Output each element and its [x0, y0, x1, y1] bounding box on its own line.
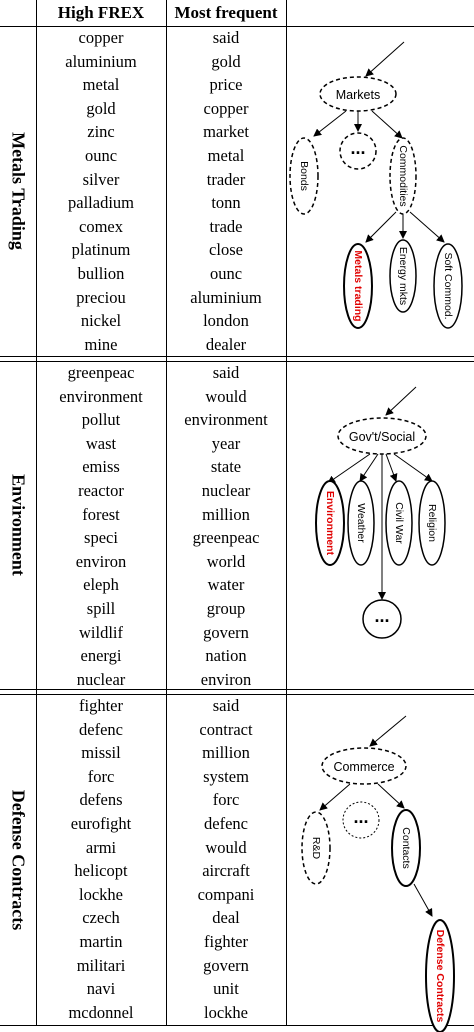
tree-grandchild-node-metals-trading	[344, 244, 372, 328]
frequent-word: unit	[213, 979, 239, 999]
frex-word: platinum	[71, 240, 131, 260]
frex-word: speci	[84, 528, 118, 548]
frequent-word: greenpeac	[192, 528, 260, 548]
header-high-frex: High FREX	[57, 3, 145, 22]
frex-column	[36, 694, 166, 1024]
frequent-word: would	[205, 837, 247, 857]
edge	[320, 784, 350, 810]
frequent-word: copper	[203, 98, 249, 118]
frex-word: silver	[82, 169, 120, 189]
frequent-word: ounc	[209, 263, 243, 283]
frequent-word: forc	[212, 790, 240, 810]
frex-word: eleph	[83, 575, 119, 595]
edge	[386, 454, 396, 481]
frequent-word: million	[202, 743, 250, 763]
frex-word: aluminium	[65, 51, 137, 71]
svg-text:Civil War: Civil War	[393, 502, 406, 544]
frex-word: fighter	[79, 696, 123, 715]
tree-child-node-more	[363, 600, 401, 638]
frex-column	[36, 26, 166, 356]
frequent-word: price	[209, 75, 243, 95]
frequent-word: tonn	[211, 193, 241, 213]
frex-word: greenpeac	[67, 363, 135, 382]
frequent-word: fighter	[204, 931, 248, 951]
frequent-word: world	[206, 551, 246, 571]
svg-text:R&D: R&D	[310, 836, 323, 860]
svg-text:Markets: Markets	[335, 88, 381, 102]
frequent-word: environ	[200, 669, 252, 689]
frequent-word: dealer	[205, 334, 247, 354]
frex-word: environment	[59, 386, 143, 406]
frequent-word: gold	[211, 51, 241, 71]
tree-child-node-environment	[316, 481, 344, 565]
tree-root-node	[320, 77, 396, 111]
tree-child-node-commodities	[390, 138, 416, 214]
frequent-column	[166, 361, 286, 691]
frex-word: nickel	[80, 311, 122, 331]
edge	[366, 212, 396, 242]
frequent-word: nation	[205, 646, 247, 666]
frex-word: bullion	[77, 263, 125, 283]
tree-grandchild-node-defense-contracts	[426, 920, 454, 1032]
frequent-word: system	[203, 766, 249, 786]
frequent-column	[166, 694, 286, 1024]
tree-child-node-civil-war	[386, 481, 412, 565]
frex-word: environ	[75, 551, 127, 571]
edge	[410, 212, 444, 242]
frequent-word: govern	[203, 622, 249, 642]
svg-text:Soft Commod.: Soft Commod.	[442, 252, 455, 320]
frex-column	[36, 361, 166, 691]
tree-child-node-contacts	[392, 810, 420, 886]
svg-text:Gov't/Social: Gov't/Social	[348, 430, 416, 444]
section-metals-trading	[0, 26, 474, 356]
frequent-word: trade	[209, 216, 243, 236]
edge	[414, 884, 432, 916]
hierarchy-diagram-commerce	[286, 694, 474, 1025]
frex-word: wildlif	[79, 622, 123, 642]
frex-word: metal	[82, 75, 120, 95]
frex-word: comex	[79, 216, 123, 236]
hierarchy-diagram-markets	[286, 26, 474, 356]
tree-child-node-weather	[348, 481, 374, 565]
frequent-word: defenc	[204, 813, 248, 833]
edge	[378, 784, 404, 808]
frex-word: reactor	[78, 480, 124, 500]
frex-word: defenc	[79, 719, 123, 739]
frex-word: palladium	[68, 193, 134, 213]
tree-child-node-bonds	[290, 138, 318, 214]
frex-word: wast	[85, 433, 117, 453]
frex-word: nuclear	[76, 669, 126, 689]
tree-root-node	[322, 748, 406, 784]
tree-grandchild-node-energy	[390, 240, 416, 312]
frequent-word: trader	[206, 169, 246, 189]
frequent-word: aircraft	[202, 861, 250, 881]
frex-word: copper	[78, 28, 124, 47]
frex-word: preciou	[76, 287, 126, 307]
frex-word: helicopt	[74, 861, 128, 881]
frequent-word: water	[207, 575, 245, 595]
svg-text:Religion: Religion	[426, 504, 439, 542]
svg-text:Energy mkts: Energy mkts	[397, 246, 410, 306]
bottom-rule	[0, 1025, 474, 1026]
svg-text:Defense Contracts: Defense Contracts	[434, 929, 447, 1023]
frex-word: forc	[87, 766, 115, 786]
edge	[360, 454, 378, 481]
frex-word: missil	[81, 743, 121, 763]
frex-word: gold	[86, 98, 116, 118]
frex-word: martin	[79, 931, 123, 951]
edge	[328, 454, 370, 483]
svg-text:Commodities: Commodities	[397, 145, 410, 207]
svg-text:Bonds: Bonds	[298, 161, 311, 191]
frex-word: mcdonnel	[68, 1002, 134, 1022]
frequent-word: million	[202, 504, 250, 524]
frex-word: lockhe	[79, 884, 123, 904]
frex-word: zinc	[87, 122, 115, 142]
frex-word: spill	[86, 598, 116, 618]
frex-word: mine	[84, 334, 118, 354]
frequent-word: year	[211, 433, 241, 453]
svg-text:...: ...	[353, 807, 369, 827]
frequent-word: market	[203, 122, 249, 142]
frex-word: ounc	[84, 145, 118, 165]
section-label: Defense Contracts	[8, 789, 29, 930]
frex-word: pollut	[81, 410, 121, 430]
frequent-word: nuclear	[201, 480, 251, 500]
tree-child-node-religion	[419, 481, 445, 565]
frequent-word: aluminium	[190, 287, 262, 307]
frex-word: defens	[79, 790, 123, 810]
svg-text:...: ...	[374, 606, 390, 626]
frex-word: armi	[85, 837, 117, 857]
incoming-arrow	[386, 387, 416, 415]
frequent-word: metal	[207, 145, 245, 165]
frex-word: energi	[80, 646, 122, 666]
tree-grandchild-node-soft-commod	[434, 244, 462, 328]
incoming-arrow	[366, 42, 404, 76]
section-label: Environment	[8, 474, 29, 576]
incoming-arrow	[370, 716, 406, 746]
edge	[372, 111, 402, 138]
frequent-word: compani	[197, 884, 255, 904]
header-most-frequent: Most frequent	[174, 3, 278, 22]
frex-word: eurofight	[70, 813, 132, 833]
hierarchy-diagram-govt-social	[286, 361, 474, 689]
frex-word: navi	[86, 979, 116, 999]
frex-word: emiss	[82, 457, 120, 477]
section-label: Metals Trading	[8, 132, 29, 250]
frequent-word: close	[209, 240, 243, 260]
svg-text:Environment: Environment	[324, 490, 337, 556]
frequent-word: govern	[203, 955, 249, 975]
svg-text:Commerce: Commerce	[333, 760, 395, 774]
section-defense-contracts	[0, 694, 474, 1025]
frequent-word: environment	[184, 410, 268, 430]
frequent-word: group	[206, 598, 246, 618]
tree-child-node-more	[340, 133, 376, 169]
frequent-word: london	[203, 311, 249, 331]
tree-child-node-rnd	[302, 812, 330, 884]
svg-text:Metals trading: Metals trading	[352, 250, 365, 322]
frequent-word: lockhe	[204, 1002, 248, 1022]
edge	[314, 111, 346, 136]
section-environment	[0, 361, 474, 689]
frequent-word: would	[205, 386, 247, 406]
frex-word: czech	[82, 908, 120, 928]
frequent-column	[166, 26, 286, 356]
frequent-word: state	[210, 457, 242, 477]
frequent-word: said	[212, 363, 240, 382]
tree-root-node	[338, 418, 426, 454]
frequent-word: said	[212, 28, 240, 47]
frex-word: forest	[82, 504, 120, 524]
edge	[394, 454, 432, 481]
tree-child-node-more	[343, 802, 379, 838]
svg-text:...: ...	[350, 138, 366, 158]
svg-text:Contacts: Contacts	[400, 827, 413, 869]
frex-word: militari	[76, 955, 126, 975]
frequent-word: contract	[199, 719, 253, 739]
frequent-word: said	[212, 696, 240, 715]
svg-text:Weather: Weather	[355, 503, 368, 543]
frequent-word: deal	[212, 908, 240, 928]
